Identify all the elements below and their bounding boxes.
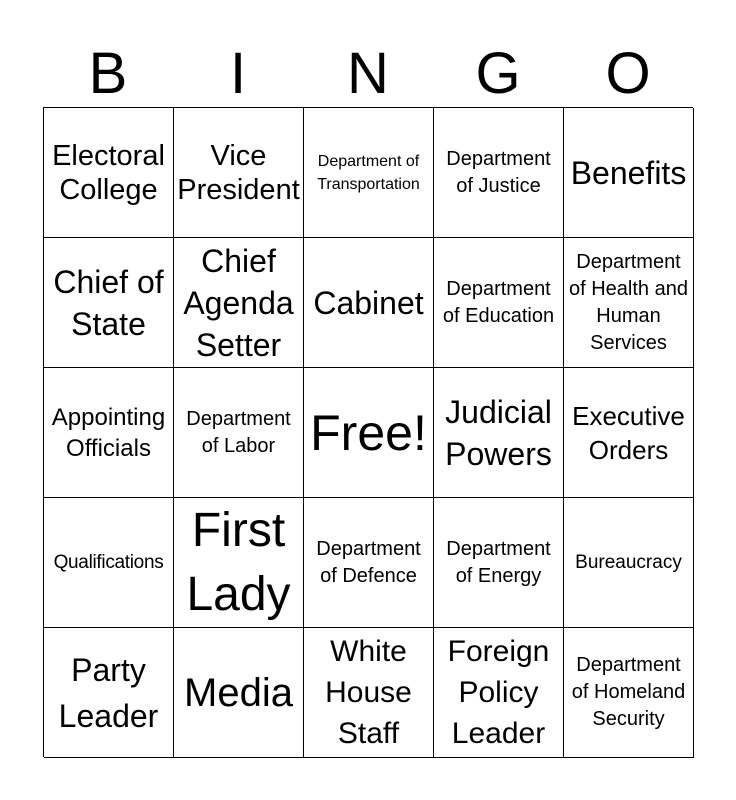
- bingo-cell[interactable]: [174, 628, 304, 758]
- bingo-cell[interactable]: [434, 108, 564, 238]
- cell-text: Free!: [310, 404, 427, 461]
- header-letter-i: I: [229, 41, 247, 106]
- cell-text: Department of Justice: [446, 147, 551, 197]
- bingo-cell[interactable]: [564, 628, 694, 758]
- cell-text: Bureaucracy: [575, 552, 682, 573]
- bingo-cell[interactable]: [434, 238, 564, 368]
- bingo-cell[interactable]: [44, 498, 174, 628]
- bingo-cell[interactable]: [564, 498, 694, 628]
- bingo-cell[interactable]: [434, 368, 564, 498]
- cell-text: Media: [184, 670, 293, 715]
- bingo-cell[interactable]: [564, 238, 694, 368]
- bingo-cell[interactable]: [44, 108, 174, 238]
- cell-text: Department of Education: [442, 277, 555, 327]
- bingo-cell[interactable]: [44, 238, 174, 368]
- bingo-header: [43, 40, 693, 108]
- cell-text: Chief Agenda Setter: [183, 242, 294, 363]
- bingo-cell[interactable]: [304, 108, 434, 238]
- cell-text: Executive Orders: [572, 400, 685, 465]
- bingo-cell[interactable]: [434, 628, 564, 758]
- bingo-cell[interactable]: [174, 238, 304, 368]
- cell-text: Benefits: [570, 154, 687, 191]
- header-letter-b: B: [88, 41, 128, 106]
- cell-text: White House Staff: [325, 635, 412, 750]
- cell-text: Department of Defence: [316, 537, 421, 587]
- header-letter-o: O: [605, 41, 651, 106]
- cell-text: Foreign Policy Leader: [447, 635, 550, 750]
- bingo-cell[interactable]: [304, 628, 434, 758]
- cell-text: Qualifications: [53, 551, 164, 573]
- cell-text: Appointing Officials: [51, 403, 166, 462]
- bingo-cell[interactable]: [174, 368, 304, 498]
- cell-text: Electoral College: [52, 139, 165, 206]
- cell-text: Cabinet: [313, 284, 424, 321]
- cell-text: Department of Labor: [186, 407, 291, 457]
- cell-text: Department of Homeland Security: [571, 654, 686, 730]
- bingo-cell[interactable]: [564, 108, 694, 238]
- bingo-grid: [43, 107, 693, 757]
- bingo-cell[interactable]: [174, 108, 304, 238]
- bingo-cell[interactable]: [174, 498, 304, 628]
- cell-text: First Lady: [186, 503, 291, 621]
- cell-text: Department of Energy: [446, 537, 551, 587]
- bingo-cell[interactable]: [44, 368, 174, 498]
- bingo-cell[interactable]: [304, 498, 434, 628]
- header-letter-g: G: [475, 41, 521, 106]
- header-letter-n: N: [347, 41, 389, 106]
- cell-text: Chief of State: [53, 263, 164, 342]
- cell-text: Department of Health and Human Services: [569, 250, 688, 354]
- cell-text: Judicial Powers: [445, 393, 552, 472]
- bingo-cell[interactable]: [44, 628, 174, 758]
- bingo-cell[interactable]: [434, 498, 564, 628]
- cell-text: Party Leader: [58, 651, 159, 734]
- cell-text: Department of Transportation: [317, 152, 420, 193]
- bingo-cell[interactable]: [304, 238, 434, 368]
- cell-text: Vice President: [177, 139, 300, 206]
- bingo-cell[interactable]: [564, 368, 694, 498]
- bingo-cell[interactable]: [304, 368, 434, 498]
